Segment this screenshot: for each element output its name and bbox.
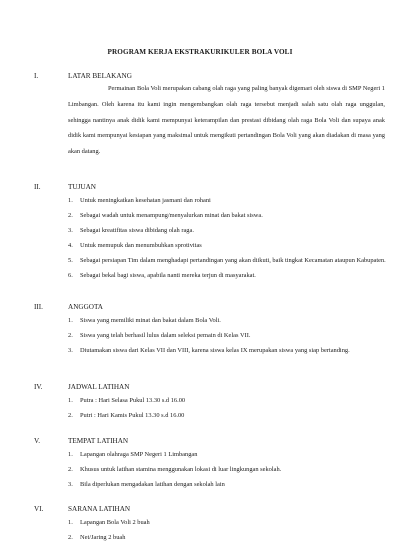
list-item: 1. Putra : Hari Selasa Pukul 13.30 s.d 16.00 xyxy=(68,397,186,404)
section-heading-tujuan xyxy=(34,183,96,191)
section-number: III. xyxy=(34,303,43,311)
section-heading-tempat xyxy=(34,437,128,445)
section-number: II. xyxy=(34,183,41,191)
section-title: TEMPAT LATIHAN xyxy=(68,437,129,445)
section-title: JADWAL LATIHAN xyxy=(68,383,130,391)
anggota-list xyxy=(68,315,388,360)
tempat-list xyxy=(68,449,388,494)
list-item: 2. Khusus untuk latihan stamina menggunakan lokasi di luar lingkungan sekolah. xyxy=(68,466,282,473)
sarana-list xyxy=(68,517,388,547)
list-item: 3. Sebagai kreatifitas siswa dibidang olah raga. xyxy=(68,227,194,234)
list-item: 2. Putri : Hari Kamis Pukul 13.30 s.d 16.00 xyxy=(68,412,185,419)
section-title: ANGGOTA xyxy=(68,303,103,311)
section-title: LATAR BELAKANG xyxy=(68,72,132,80)
list-item: 1. Untuk meningkatkan kesehatan jasmani dan rohani xyxy=(68,197,211,204)
section-heading-sarana xyxy=(34,505,130,513)
list-item: 5. Sebagai persiapan Tim dalam menghadapi pertandingan yang akan diikuti, baik tingkat Kecamatan ataupun Kabupaten. xyxy=(68,257,386,264)
section-title: SARANA LATIHAN xyxy=(68,505,131,513)
jadwal-list xyxy=(68,395,388,425)
section-number: IV. xyxy=(34,383,43,391)
paragraph-text: Permainan Bola Voli merupakan cabang olah raga yang paling banyak digemari oleh siswa di SMP Negeri 1 Limbangan. Oleh karena itu kami ingin mengembangkan olah raga tersebut menjadi salah satu olah raga unggulan, sehingga nantinya anak didik kami mempunyai keterampilan dan prestasi dibidang olah raga Bola Voli dan supaya anak didik kami mempunyai kesiapan yang maksimal untuk mengikuti pertandingan Bola Voli yang akan diadakan di masa yang akan datang. xyxy=(68,85,385,156)
section-number: I. xyxy=(34,72,39,80)
document-title: PROGRAM KERJA EKSTRAKURIKULER BOLA VOLI xyxy=(107,48,293,56)
list-item: 2. Net/Jaring 2 buah xyxy=(68,534,126,541)
list-item: 4. Untuk memupuk dan menumbuhkan sprotivitas xyxy=(68,242,202,249)
section-heading-latar-belakang xyxy=(34,72,132,80)
list-item: 1. Lapangan Bola Voli 2 buah xyxy=(68,519,150,526)
list-item: 3. Bila diperlukan mengadakan latihan dengan sekolah lain xyxy=(68,481,225,488)
list-item: 6. Sebagai bekal bagi siswa, apabila nanti mereka terjun di masyarakat. xyxy=(68,272,256,279)
background-paragraph xyxy=(68,81,385,160)
list-item: 2. Sebagai wadah untuk menampung/menyalurkan minat dan bakat siswa. xyxy=(68,212,263,219)
list-item: 2. Siswa yang telah berhasil lulus dalam seleksi pemain di Kelas VII. xyxy=(68,332,251,339)
section-heading-anggota xyxy=(34,303,103,311)
list-item: 1. Siswa yang memiliki minat dan bakat dalam Bola Voli. xyxy=(68,317,221,324)
section-number: VI. xyxy=(34,505,44,513)
list-item: 3. Diutamakan siswa dari Kelas VII dan VIII, karena siswa kelas IX merupakan siswa yang siap bertanding. xyxy=(68,347,350,354)
section-heading-jadwal xyxy=(34,383,129,391)
section-title: TUJUAN xyxy=(68,183,96,191)
list-item: 1. Lapangan olahraga SMP Negeri 1 Limbangan xyxy=(68,451,198,458)
tujuan-list xyxy=(68,195,388,285)
section-number: V. xyxy=(34,437,41,445)
